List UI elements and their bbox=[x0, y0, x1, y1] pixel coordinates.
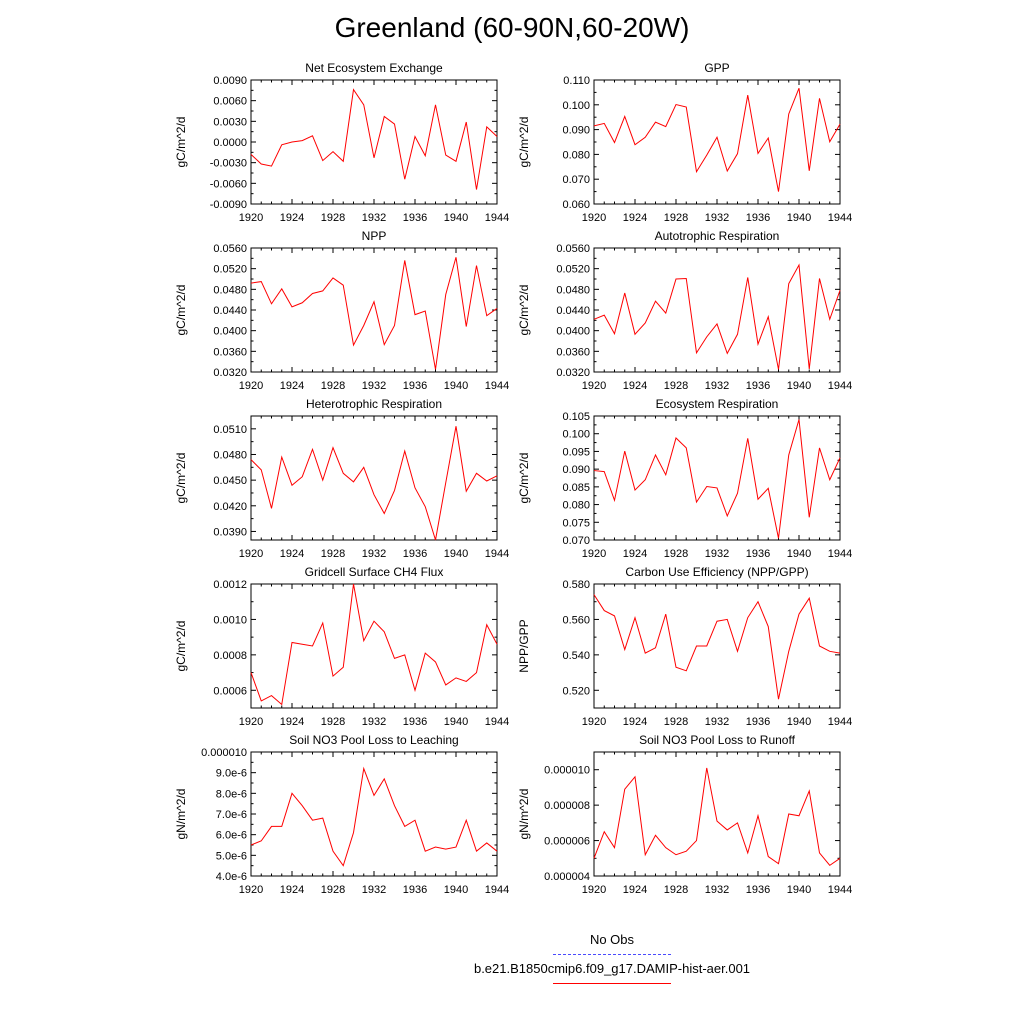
x-tick-label: 1944 bbox=[484, 716, 510, 728]
plot-frame bbox=[251, 248, 497, 372]
x-tick-label: 1944 bbox=[484, 212, 510, 224]
legend-obs-line bbox=[553, 954, 671, 955]
y-tick-label: 0.100 bbox=[562, 428, 590, 441]
x-tick-label: 1944 bbox=[484, 884, 510, 896]
series-line bbox=[251, 257, 497, 369]
y-tick-label: 0.0560 bbox=[213, 243, 247, 255]
series-line bbox=[251, 426, 497, 540]
y-tick-label: 0.0010 bbox=[213, 614, 247, 627]
plot-frame bbox=[251, 80, 497, 204]
y-tick-label: 0.000008 bbox=[544, 800, 590, 813]
x-tick-label: 1932 bbox=[361, 212, 387, 224]
x-tick-label: 1944 bbox=[827, 380, 853, 392]
y-axis-label: gN/m^2/d bbox=[517, 788, 531, 840]
y-tick-label: -0.0090 bbox=[209, 199, 247, 211]
plot-frame bbox=[251, 584, 497, 708]
series-line bbox=[594, 768, 840, 865]
x-tick-label: 1940 bbox=[443, 548, 469, 560]
x-tick-label: 1920 bbox=[238, 716, 264, 728]
chart-title: NPP bbox=[361, 229, 387, 243]
x-tick-label: 1920 bbox=[581, 548, 607, 560]
y-axis-label: gC/m^2/d bbox=[517, 452, 531, 504]
plot-frame bbox=[594, 752, 840, 876]
x-tick-label: 1936 bbox=[402, 212, 428, 224]
y-tick-label: 0.0000 bbox=[213, 137, 247, 149]
x-tick-label: 1920 bbox=[581, 212, 607, 224]
y-tick-label: 0.0400 bbox=[213, 325, 247, 338]
y-tick-label: 0.000010 bbox=[201, 747, 247, 759]
y-tick-label: 0.000010 bbox=[544, 764, 590, 777]
chart-title: Autotrophic Respiration bbox=[654, 229, 780, 243]
y-tick-label: 0.0480 bbox=[213, 449, 247, 462]
y-axis-label: gC/m^2/d bbox=[174, 116, 188, 168]
x-tick-label: 1936 bbox=[745, 380, 771, 392]
x-tick-label: 1936 bbox=[402, 884, 428, 896]
x-tick-label: 1924 bbox=[622, 884, 648, 896]
y-tick-label: 0.540 bbox=[562, 649, 590, 662]
x-tick-label: 1920 bbox=[238, 212, 264, 224]
x-tick-label: 1932 bbox=[704, 548, 730, 560]
y-axis-label: NPP/GPP bbox=[517, 619, 531, 673]
x-tick-label: 1940 bbox=[786, 548, 812, 560]
x-tick-label: 1928 bbox=[320, 716, 346, 728]
y-tick-label: 0.080 bbox=[562, 499, 590, 512]
x-tick-label: 1940 bbox=[443, 884, 469, 896]
x-tick-label: 1936 bbox=[745, 716, 771, 728]
y-tick-label: 0.0360 bbox=[213, 346, 247, 359]
x-tick-label: 1936 bbox=[745, 212, 771, 224]
chart-panel bbox=[517, 565, 852, 728]
plot-frame bbox=[594, 416, 840, 540]
y-tick-label: 0.075 bbox=[562, 517, 590, 530]
y-tick-label: 5.0e-6 bbox=[215, 850, 247, 863]
x-tick-label: 1924 bbox=[279, 716, 305, 728]
x-tick-label: 1944 bbox=[484, 548, 510, 560]
y-tick-label: 0.0008 bbox=[213, 649, 247, 662]
x-tick-label: 1944 bbox=[827, 212, 853, 224]
y-tick-label: 0.000006 bbox=[544, 835, 590, 848]
chart-title: Soil NO3 Pool Loss to Runoff bbox=[639, 733, 795, 747]
x-tick-label: 1936 bbox=[402, 716, 428, 728]
x-tick-label: 1928 bbox=[663, 716, 689, 728]
figure-title: Greenland (60-90N,60-20W) bbox=[334, 12, 690, 43]
x-tick-label: 1940 bbox=[786, 716, 812, 728]
y-tick-label: 0.0090 bbox=[213, 75, 247, 87]
plot-frame bbox=[251, 752, 497, 876]
chart-panel bbox=[517, 397, 852, 560]
y-tick-label: 0.095 bbox=[562, 446, 590, 459]
x-tick-label: 1944 bbox=[484, 380, 510, 392]
x-tick-label: 1920 bbox=[581, 716, 607, 728]
legend-obs-label: No Obs bbox=[589, 932, 635, 947]
x-tick-label: 1932 bbox=[704, 212, 730, 224]
y-tick-label: 0.0360 bbox=[556, 346, 590, 359]
x-tick-label: 1932 bbox=[361, 884, 387, 896]
x-tick-label: 1924 bbox=[622, 716, 648, 728]
y-tick-label: 0.0440 bbox=[556, 305, 590, 317]
x-tick-label: 1936 bbox=[745, 884, 771, 896]
x-tick-label: 1924 bbox=[279, 212, 305, 224]
y-tick-label: 0.0520 bbox=[556, 263, 590, 276]
legend-model-line bbox=[553, 983, 671, 984]
y-tick-label: 0.0480 bbox=[556, 284, 590, 297]
series-line bbox=[594, 265, 840, 369]
y-tick-label: 0.090 bbox=[562, 464, 590, 477]
chart-panel bbox=[174, 565, 509, 728]
y-tick-label: 0.0440 bbox=[213, 305, 247, 317]
x-tick-label: 1920 bbox=[581, 380, 607, 392]
series-line bbox=[251, 769, 497, 866]
series-line bbox=[594, 420, 840, 539]
y-tick-label: 0.0320 bbox=[556, 367, 590, 379]
x-tick-label: 1928 bbox=[663, 548, 689, 560]
x-tick-label: 1940 bbox=[786, 380, 812, 392]
y-axis-label: gC/m^2/d bbox=[174, 452, 188, 504]
x-tick-label: 1924 bbox=[622, 380, 648, 392]
y-tick-label: 0.0390 bbox=[213, 526, 247, 539]
x-tick-label: 1924 bbox=[279, 548, 305, 560]
y-tick-label: 0.0012 bbox=[213, 579, 247, 591]
chart-title: Heterotrophic Respiration bbox=[305, 397, 443, 411]
plot-frame bbox=[251, 416, 497, 540]
y-axis-label: gN/m^2/d bbox=[174, 788, 188, 840]
x-tick-label: 1932 bbox=[361, 548, 387, 560]
y-tick-label: 0.580 bbox=[562, 579, 590, 591]
x-tick-label: 1924 bbox=[622, 548, 648, 560]
chart-panel bbox=[174, 733, 509, 896]
x-tick-label: 1928 bbox=[320, 380, 346, 392]
y-tick-label: 0.060 bbox=[562, 199, 590, 211]
y-tick-label: 0.0510 bbox=[213, 423, 247, 436]
legend-model-label: b.e21.B1850cmip6.f09_g17.DAMIP-hist-aer.001 bbox=[473, 961, 751, 976]
chart-title: Gridcell Surface CH4 Flux bbox=[304, 565, 444, 579]
x-tick-label: 1940 bbox=[443, 380, 469, 392]
y-axis-label: gC/m^2/d bbox=[517, 116, 531, 168]
y-tick-label: 7.0e-6 bbox=[215, 809, 247, 821]
x-tick-label: 1928 bbox=[663, 212, 689, 224]
chart-title: Soil NO3 Pool Loss to Leaching bbox=[289, 733, 459, 747]
x-tick-label: 1920 bbox=[581, 884, 607, 896]
y-tick-label: 4.0e-6 bbox=[215, 871, 247, 883]
x-tick-label: 1932 bbox=[361, 380, 387, 392]
x-tick-label: 1936 bbox=[745, 548, 771, 560]
series-line bbox=[594, 88, 840, 191]
y-tick-label: 0.070 bbox=[562, 535, 590, 547]
chart-title: Carbon Use Efficiency (NPP/GPP) bbox=[625, 565, 809, 579]
x-tick-label: 1944 bbox=[827, 716, 853, 728]
chart-panel bbox=[517, 61, 852, 224]
x-tick-label: 1924 bbox=[279, 884, 305, 896]
x-tick-label: 1920 bbox=[238, 548, 264, 560]
y-tick-label: 0.070 bbox=[562, 174, 590, 187]
y-tick-label: 0.090 bbox=[562, 124, 590, 137]
y-tick-label: 0.0560 bbox=[556, 243, 590, 255]
y-tick-label: 0.0420 bbox=[213, 500, 247, 513]
x-tick-label: 1940 bbox=[443, 716, 469, 728]
y-tick-label: 0.0480 bbox=[213, 284, 247, 297]
y-axis-label: gC/m^2/d bbox=[174, 284, 188, 336]
chart-panel bbox=[174, 61, 509, 224]
x-tick-label: 1924 bbox=[622, 212, 648, 224]
x-tick-label: 1928 bbox=[663, 884, 689, 896]
y-tick-label: -0.0060 bbox=[209, 178, 247, 191]
y-tick-label: 0.0060 bbox=[213, 95, 247, 108]
chart-title: Ecosystem Respiration bbox=[655, 397, 779, 411]
y-tick-label: 0.110 bbox=[563, 75, 590, 87]
y-tick-label: 0.0520 bbox=[213, 263, 247, 276]
y-tick-label: 0.000004 bbox=[544, 871, 590, 883]
x-tick-label: 1932 bbox=[704, 884, 730, 896]
x-tick-label: 1932 bbox=[704, 380, 730, 392]
y-tick-label: 0.100 bbox=[562, 99, 590, 112]
y-tick-label: 0.0400 bbox=[556, 325, 590, 338]
x-tick-label: 1940 bbox=[786, 884, 812, 896]
y-tick-label: 0.560 bbox=[562, 614, 590, 627]
x-tick-label: 1928 bbox=[320, 212, 346, 224]
x-tick-label: 1920 bbox=[238, 884, 264, 896]
x-tick-label: 1940 bbox=[786, 212, 812, 224]
chart-title: Net Ecosystem Exchange bbox=[305, 61, 443, 75]
y-tick-label: -0.0030 bbox=[209, 157, 247, 170]
series-line bbox=[251, 90, 497, 190]
x-tick-label: 1944 bbox=[827, 548, 853, 560]
chart-panel bbox=[174, 229, 509, 392]
plot-frame bbox=[594, 80, 840, 204]
series-line bbox=[251, 584, 497, 704]
y-tick-label: 0.0320 bbox=[213, 367, 247, 379]
chart-panel bbox=[517, 733, 852, 896]
chart-title: GPP bbox=[704, 61, 730, 75]
plot-frame bbox=[594, 584, 840, 708]
x-tick-label: 1936 bbox=[402, 548, 428, 560]
y-tick-label: 0.080 bbox=[562, 149, 590, 162]
chart-panel bbox=[517, 229, 852, 392]
x-tick-label: 1932 bbox=[361, 716, 387, 728]
y-tick-label: 0.0450 bbox=[213, 475, 247, 488]
y-tick-label: 0.520 bbox=[562, 685, 590, 698]
y-tick-label: 6.0e-6 bbox=[215, 829, 247, 842]
y-tick-label: 0.0006 bbox=[213, 685, 247, 698]
x-tick-label: 1936 bbox=[402, 380, 428, 392]
x-tick-label: 1944 bbox=[827, 884, 853, 896]
x-tick-label: 1928 bbox=[320, 548, 346, 560]
x-tick-label: 1928 bbox=[320, 884, 346, 896]
y-tick-label: 0.105 bbox=[562, 411, 590, 423]
x-tick-label: 1940 bbox=[443, 212, 469, 224]
y-tick-label: 9.0e-6 bbox=[215, 767, 247, 780]
y-tick-label: 8.0e-6 bbox=[215, 788, 247, 801]
y-tick-label: 0.085 bbox=[562, 481, 590, 494]
x-tick-label: 1928 bbox=[663, 380, 689, 392]
x-tick-label: 1924 bbox=[279, 380, 305, 392]
x-tick-label: 1920 bbox=[238, 380, 264, 392]
x-tick-label: 1932 bbox=[704, 716, 730, 728]
series-line bbox=[594, 595, 840, 700]
y-axis-label: gC/m^2/d bbox=[174, 620, 188, 672]
y-tick-label: 0.0030 bbox=[213, 116, 247, 129]
y-axis-label: gC/m^2/d bbox=[517, 284, 531, 336]
chart-panel bbox=[174, 397, 509, 560]
